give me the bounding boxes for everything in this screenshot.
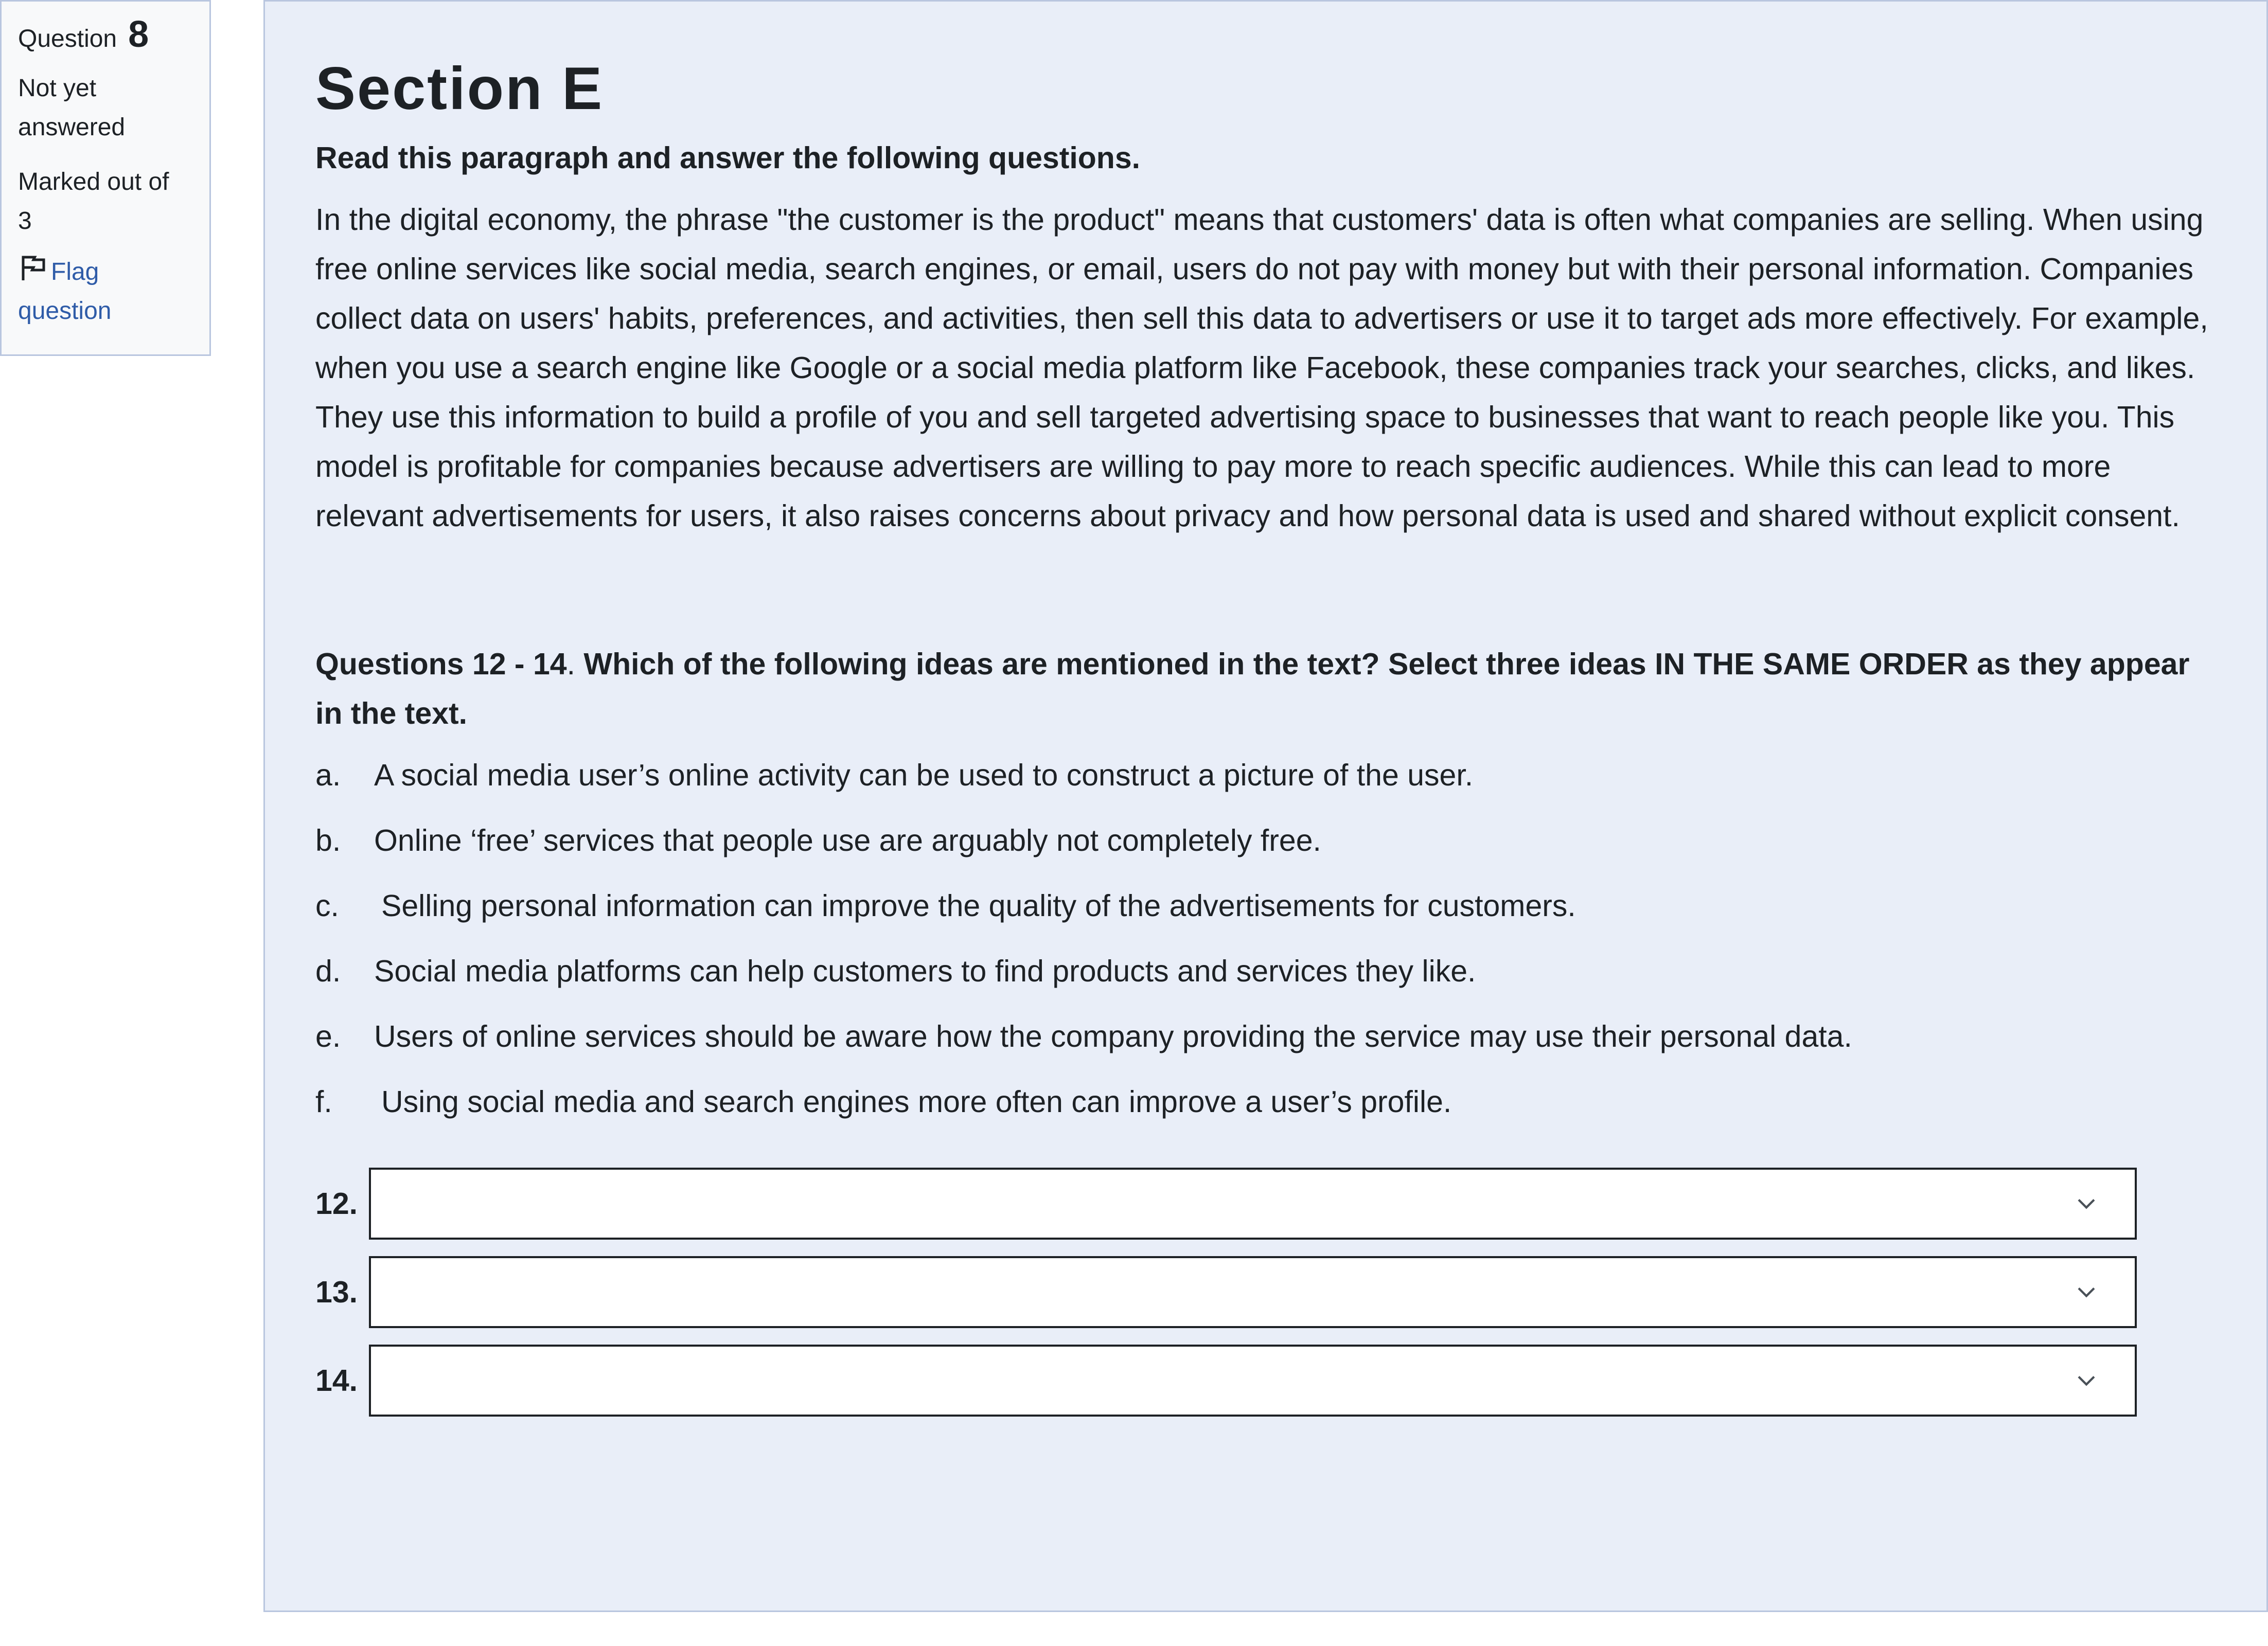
chevron-down-icon[interactable]: [2077, 1197, 2096, 1210]
flag-label-line-2[interactable]: question: [18, 297, 112, 325]
flag-question-link[interactable]: [18, 252, 193, 331]
option-letter: f.: [315, 1085, 332, 1119]
question-number: [18, 15, 193, 59]
grade-line-1: Marked out of: [18, 168, 169, 195]
questions-heading: [315, 639, 2214, 738]
answer-13-select[interactable]: [369, 1256, 2137, 1328]
option-letter: b.: [315, 824, 341, 857]
option-text: Online ‘free’ services that people use are arguably not completely free.: [374, 824, 1321, 857]
option-item: [315, 884, 2214, 950]
questions-prompt: Which of the following ideas are mentioned in the text? Select three ideas IN THE SAME ORDER as they appear in the text.: [315, 647, 2190, 730]
question-text: [315, 50, 2214, 1432]
question-state: [18, 69, 193, 147]
answer-row-14: [315, 1343, 2214, 1418]
option-letter: d.: [315, 954, 341, 988]
question-word: Question: [18, 25, 117, 52]
option-text: Users of online services should be aware how the company providing the service may use their personal data.: [374, 1019, 1852, 1053]
option-item: [315, 754, 2214, 819]
option-text: Using social media and search engines more often can improve a user’s profile.: [381, 1085, 1452, 1119]
section-title: Section E: [315, 55, 604, 122]
option-item: [315, 1080, 2214, 1146]
option-text: Social media platforms can help customers to find products and services they like.: [374, 954, 1476, 988]
answer-12-select[interactable]: [369, 1168, 2137, 1240]
answer-selects: [315, 1166, 2214, 1418]
questions-range: Questions 12 - 14: [315, 647, 567, 681]
flag-label-line-1[interactable]: Flag: [51, 258, 99, 285]
grade-line-2: 3: [18, 207, 32, 235]
answer-row-12: [315, 1166, 2214, 1241]
reading-instruction: Read this paragraph and answer the following questions.: [315, 141, 1141, 175]
option-letter: c.: [315, 889, 339, 923]
option-item: [315, 819, 2214, 884]
option-text: A social media user’s online activity can be used to construct a picture of the user.: [374, 758, 1474, 792]
option-item: [315, 950, 2214, 1015]
reading-passage: In the digital economy, the phrase "the customer is the product" means that customers' data is often what companies are selling. When using free online services like social media, search engines, or email, users do not pay with money but with their personal information. Companies collect data on users' habits, preferences, and activities, then sell this data to advertisers or use it to target ads more effectively. For example, when you use a search engine like Google or a social media platform like Facebook, these companies track your searches, clicks, and likes. They use this information to build a profile of you and sell targeted advertising space to businesses that want to reach people like you. This model is profitable for companies because advertisers are willing to pay more to reach specific audiences. While this can lead to more relevant advertisements for users, it also raises concerns about privacy and how personal data is used and shared without explicit consent.: [315, 203, 2208, 533]
chevron-down-icon[interactable]: [2077, 1286, 2096, 1298]
options-list: [315, 754, 2214, 1146]
state-line-1: Not yet: [18, 75, 97, 102]
answer-row-13: [315, 1255, 2214, 1330]
answer-14-select[interactable]: [369, 1345, 2137, 1417]
chevron-down-icon[interactable]: [2077, 1374, 2096, 1387]
state-line-2: answered: [18, 114, 126, 141]
question-content-panel: [263, 0, 2268, 1612]
option-text: Selling personal information can improve the quality of the advertisements for customers.: [381, 889, 1576, 923]
option-letter: a.: [315, 758, 341, 792]
answer-label: 12.: [315, 1187, 358, 1221]
question-grade: [18, 163, 193, 241]
questions-dot: .: [566, 647, 575, 681]
answer-label: 13.: [315, 1275, 358, 1309]
question-number-value: 8: [128, 14, 149, 55]
option-letter: e.: [315, 1019, 341, 1053]
question-info-panel: [0, 0, 211, 356]
answer-label: 14.: [315, 1364, 358, 1398]
option-item: [315, 1015, 2214, 1080]
flag-icon[interactable]: [18, 252, 49, 283]
